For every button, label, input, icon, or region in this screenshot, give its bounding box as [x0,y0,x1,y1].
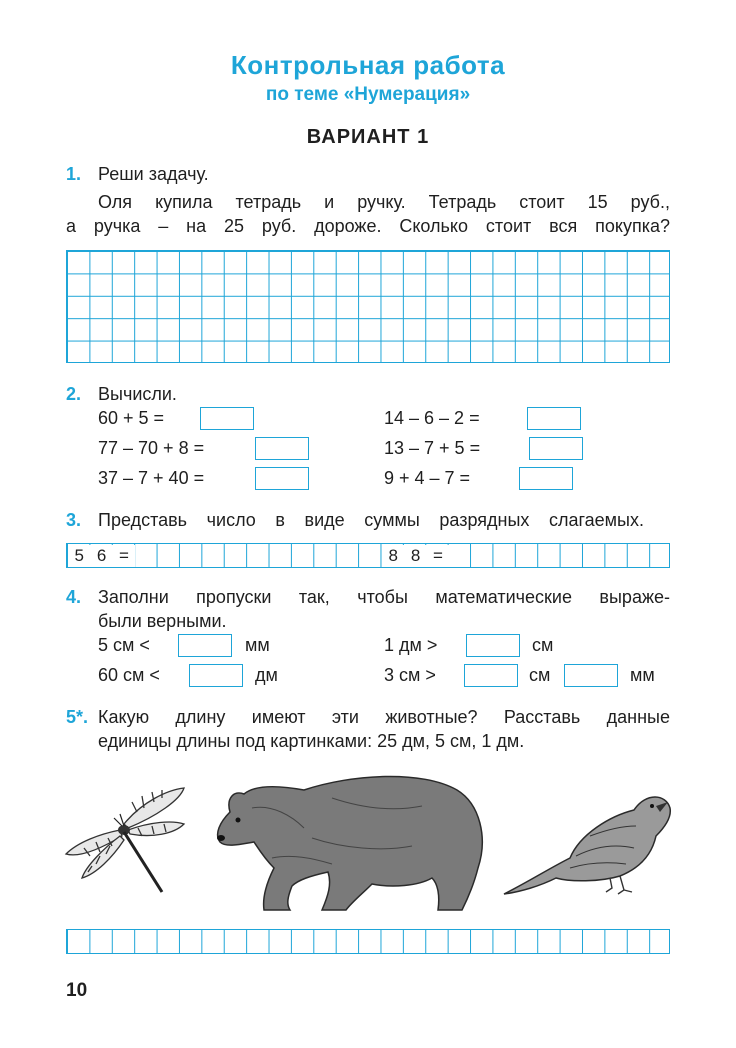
task2-instruction: Вычисли. [98,384,177,404]
answer-box[interactable] [519,467,573,490]
task5-number: 5*. [66,707,89,727]
expression: 77 – 70 + 8 = [98,438,205,458]
task4-text-line2: были верными. [98,611,227,631]
page-title: Контрольная работа [230,50,506,80]
answer-box[interactable] [200,407,254,430]
task1-text-line1: Оля купила тетрадь и ручку. Тетрадь стоит 15 руб., [98,192,670,212]
answer-box[interactable] [178,634,232,657]
comparison-prefix: 1 дм > [384,635,438,655]
digit-cell: 5 [68,545,90,567]
comparison-prefix: 5 см < [98,635,150,655]
task5-text-line1: Какую длину имеют эти животные? Расставь данные [98,707,670,727]
dragonfly-illustration [62,782,192,902]
digit-cell: 8 [404,545,426,567]
expression: 14 – 6 – 2 = [384,408,480,428]
comparison-prefix: 60 см < [98,665,160,685]
answer-box[interactable] [466,634,520,657]
task4-text-line1: Заполни пропуски так, чтобы математические выраже- [98,587,670,607]
unit-label: см [529,665,551,685]
expression: 37 – 7 + 40 = [98,468,205,488]
task5-text-line2: единицы длины под картинками: 25 дм, 5 см, 1 дм. [98,731,525,751]
unit-label: мм [245,635,270,655]
unit-label: дм [255,665,278,685]
task3-instruction: Представь число в виде суммы разрядных слагаемых. [98,510,644,530]
number-row[interactable] [66,543,670,568]
answer-box[interactable] [527,407,581,430]
expression: 13 – 7 + 5 = [384,438,481,458]
equals-cell: = [427,545,449,567]
task3-number: 3. [66,510,82,530]
answer-box[interactable] [189,664,243,687]
task1-instruction: Реши задачу. [98,164,209,184]
answer-box[interactable] [255,437,309,460]
unit-label: см [532,635,554,655]
variant-heading: ВАРИАНТ 1 [306,126,430,148]
answer-box[interactable] [564,664,618,687]
answer-box[interactable] [255,467,309,490]
task2-number: 2. [66,384,82,404]
sparrow-illustration [500,782,672,902]
comparison-prefix: 3 см > [384,665,436,685]
answer-grid[interactable] [66,250,670,363]
task4-number: 4. [66,587,82,607]
task1-number: 1. [66,164,82,184]
page-number: 10 [66,980,88,1001]
bear-illustration [212,768,490,918]
answer-box[interactable] [529,437,583,460]
task1-text-line2: а ручка – на 25 руб. дороже. Сколько стоит вся покупка? [66,216,670,236]
answer-box[interactable] [464,664,518,687]
digit-cell: 8 [382,545,404,567]
expression: 60 + 5 = [98,408,165,428]
unit-label: мм [630,665,655,685]
equals-cell: = [113,545,135,567]
page-subtitle: по теме «Нумерация» [265,84,471,105]
expression: 9 + 4 – 7 = [384,468,471,488]
digit-cell: 6 [90,545,112,567]
answer-row[interactable] [66,929,670,954]
